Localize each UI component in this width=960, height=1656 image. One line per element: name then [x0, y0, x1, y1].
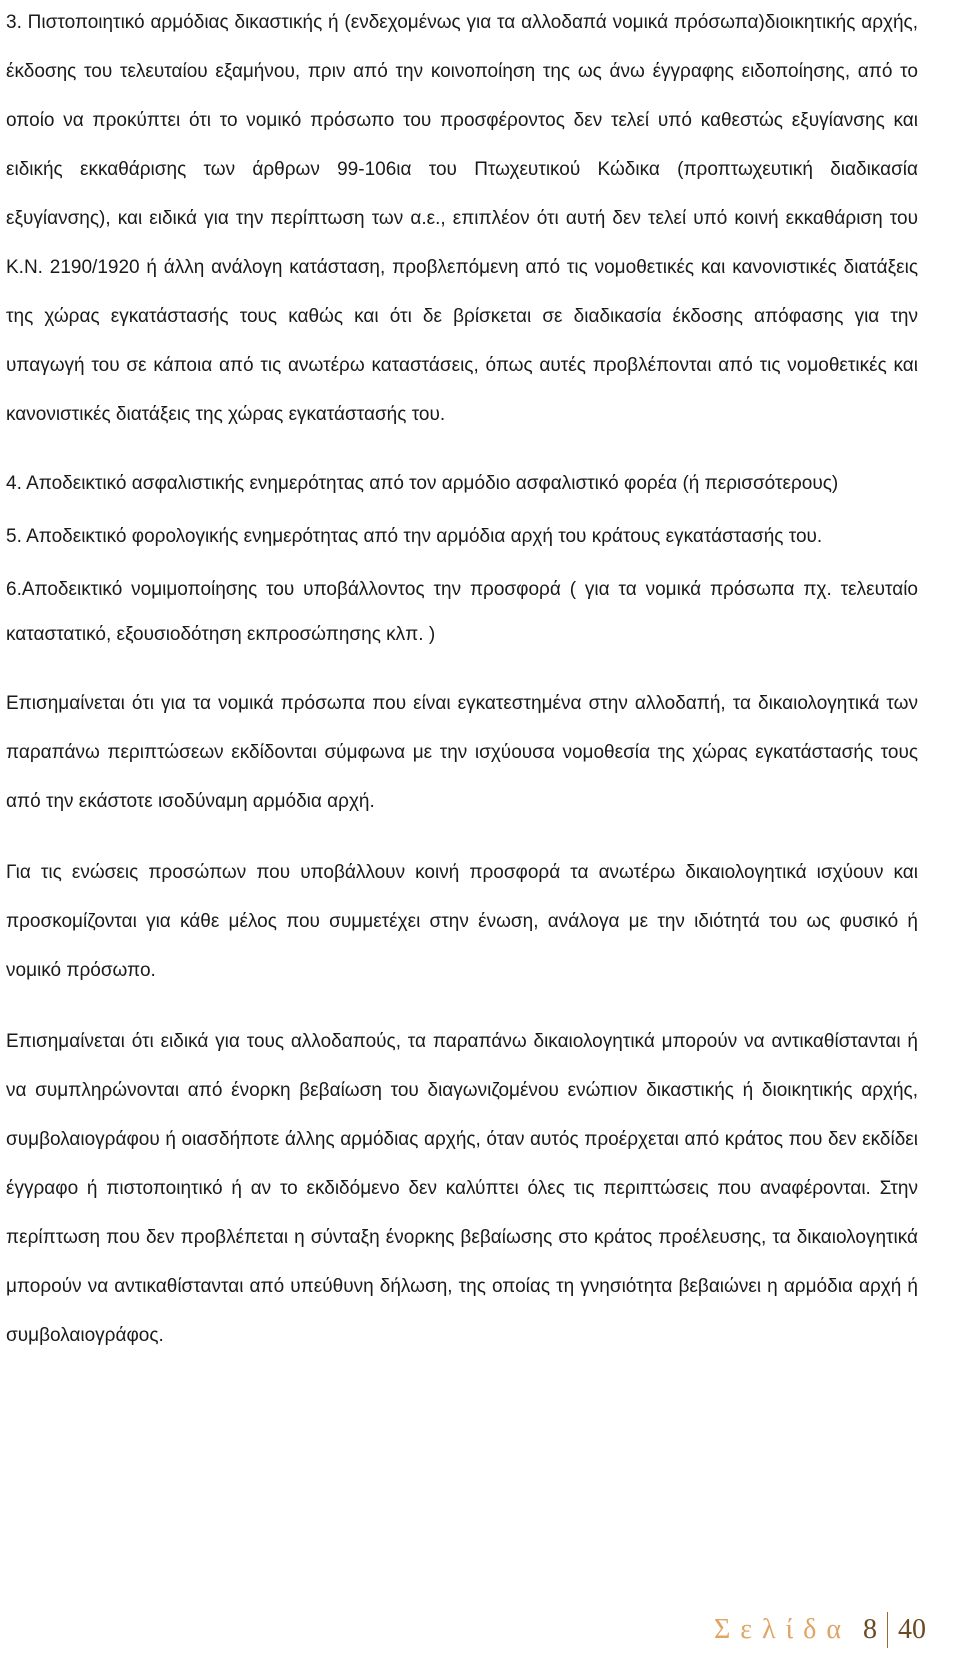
paragraph-sworn-statement: Επισημαίνεται ότι ειδικά για τους αλλοδαπούς, τα παραπάνω δικαιολογητικά μπορούν να αντικαθίστανται ή να συμπληρώνονται από ένορκη βεβαίωση του διαγωνιζομένου ενώπιον δικαστικής ή διοικητικής αρχής, συμβολαιογράφου ή οιασδήποτε άλλης αρμόδιας αρχής, όταν αυτός προέρχεται από κράτος που δεν εκδίδει έγγραφο ή πιστοποιητικό ή αν το εκδιδόμενο δεν καλύπτει όλες τις περιπτώσεις που αναφέρονται. Στην περίπτωση που δεν προβλέπεται η σύνταξη ένορκης βεβαίωσης στο κράτος προέλευσης, τα δικαιολογητικά μπορούν να αντικαθίστανται από υπεύθυνη δήλωση, της οποίας τη γνησιότητα βεβαιώνει η αρμόδια αρχή ή συμβολαιογράφος. — [6, 1031, 918, 1346]
paragraph-joint-ventures: Για τις ενώσεις προσώπων που υποβάλλουν κοινή προσφορά τα ανωτέρω δικαιολογητικά ισχύουν και προσκομίζονται για κάθε μέλος που συμμετέχει στην ένωση, ανάλογα με την ιδιότητά του ως φυσικό ή νομικό πρόσωπο. — [6, 862, 918, 981]
page-footer — [714, 1612, 926, 1648]
paragraph-item-5: 5. Αποδεικτικό φορολογικής ενημερότητας από την αρμόδια αρχή του κράτους εγκατάστασής του. — [6, 526, 823, 547]
footer-page-number: 8 — [863, 1614, 877, 1645]
paragraph-item-3: 3. Πιστοποιητικό αρμόδιας δικαστικής ή (ενδεχομένως για τα αλλοδαπά νομικά πρόσωπα)διοικητικής αρχής, έκδοσης του τελευταίου εξαμήνου, πριν από την κοινοποίηση της ως άνω έγγραφης ειδοποίησης, από το οποίο να προκύπτει ότι το νομικό πρόσωπο του προσφέροντος δεν τελεί υπό καθεστώς εξυγίανσης και ειδικής εκκαθάρισης των άρθρων 99-106ια του Πτωχευτικού Κώδικα (προπτωχευτική διαδικασία εξυγίανσης), και ειδικά για την περίπτωση των α.ε., επιπλέον ότι αυτή δεν τελεί υπό κοινή εκκαθάριση του Κ.Ν. 2190/1920 ή άλλη ανάλογη κατάσταση, προβλεπόμενη από τις νομοθετικές και κανονιστικές διατάξεις της χώρας εγκατάστασής τους καθώς και ότι δε βρίσκεται σε διαδικασία έκδοσης απόφασης για την υπαγωγή του σε κάποια από τις ανωτέρω καταστάσεις, όπως αυτές προβλέπονται από τις νομοθετικές και κανονιστικές διατάξεις της χώρας εγκατάστασής του. — [6, 12, 918, 425]
paragraph-item-6: 6.Αποδεικτικό νομιμοποίησης του υποβάλλοντος την προσφορά ( για τα νομικά πρόσωπα πχ. τελευταίο καταστατικό, εξουσιοδότηση εκπροσώπησης κλπ. ) — [6, 579, 918, 645]
footer-page-total: 40 — [898, 1614, 926, 1645]
document-body — [6, 0, 918, 1360]
paragraph-foreign-entities: Επισημαίνεται ότι για τα νομικά πρόσωπα που είναι εγκατεστημένα στην αλλοδαπή, τα δικαιολογητικά των παραπάνω περιπτώσεων εκδίδονται σύμφωνα με την ισχύουσα νομοθεσία της χώρας εγκατάστασής τους από την εκάστοτε ισοδύναμη αρμόδια αρχή. — [6, 693, 918, 812]
footer-page-word: Σελίδα — [713, 1614, 851, 1645]
paragraph-item-4: 4. Αποδεικτικό ασφαλιστικής ενημερότητας από τον αρμόδιο ασφαλιστικό φορέα (ή περισσότερους) — [6, 473, 839, 494]
footer-divider — [887, 1612, 888, 1648]
